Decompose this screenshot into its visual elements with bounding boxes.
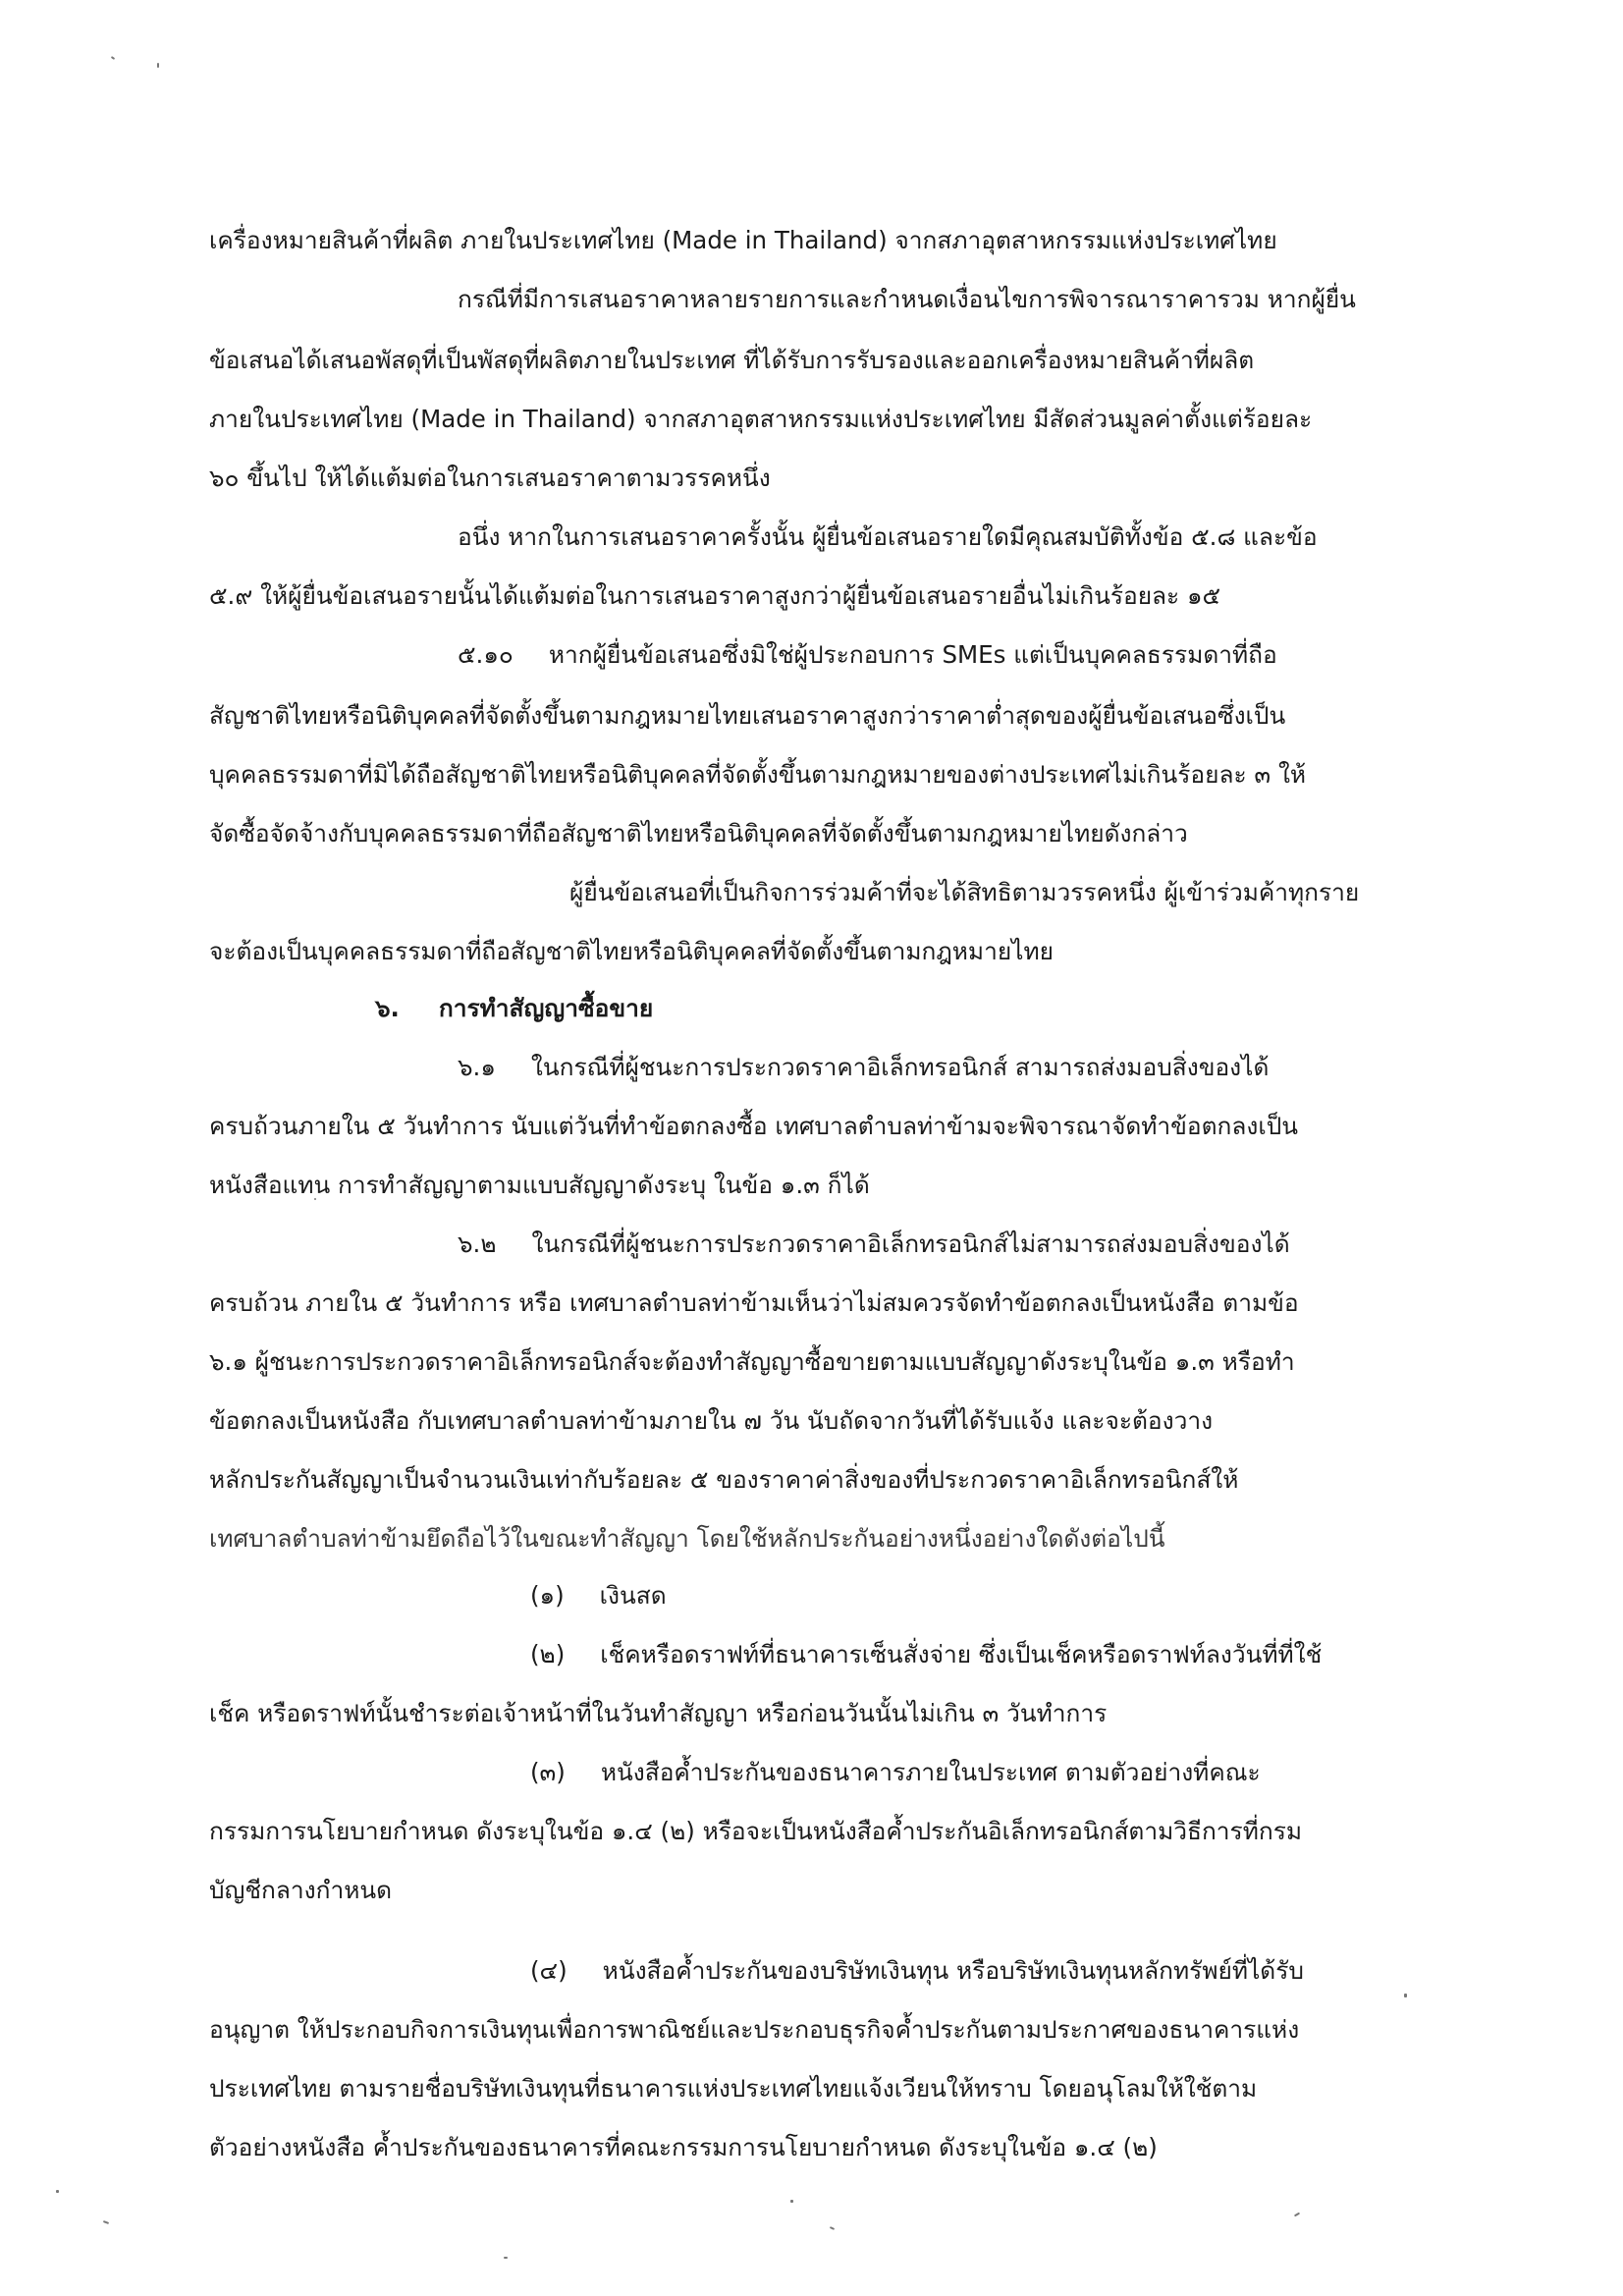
body-line: บัญชีกลางกำหนด (209, 1876, 393, 1904)
item-text: เงินสด (599, 1581, 667, 1610)
item-text: เช็คหรือดราฟท์ที่ธนาคารเซ็นสั่งจ่าย ซึ่งเป็นเช็คหรือดราฟท์ลงวันที่ที่ใช้ (600, 1640, 1323, 1668)
item-number: (๓) (530, 1758, 566, 1786)
body-line: เช็ค หรือดราฟท์นั้นชำระต่อเจ้าหน้าที่ในวันทำสัญญา หรือก่อนวันนั้นไม่เกิน ๓ วันทำการ (209, 1699, 1108, 1727)
body-line: กรรมการนโยบายกำหนด ดังระบุในข้อ ๑.๔ (๒) หรือจะเป็นหนังสือค้ำประกันอิเล็กทรอนิกส์ตามวิธีการที่กรม (209, 1817, 1303, 1845)
clause-6-2-line (458, 1228, 1290, 1261)
clause-number: ๖.๒ (458, 1230, 497, 1258)
clause-text: หากผู้ยื่นข้อเสนอซึ่งมิใช่ผู้ประกอบการ SMEs แต่เป็นบุคคลธรรมดาที่ถือ (548, 640, 1277, 669)
clause-6-1-line (458, 1051, 1269, 1084)
item-2-line (530, 1638, 1322, 1671)
scan-speck (111, 56, 115, 60)
item-number: (๒) (530, 1640, 566, 1668)
scan-speck (103, 2220, 109, 2224)
body-line: อนุญาต ให้ประกอบกิจการเงินทุนเพื่อการพาณิชย์และประกอบธุรกิจค้ำประกันตามประกาศของธนาคารแห่ง (209, 2015, 1300, 2044)
section-6-heading (375, 992, 653, 1025)
body-line: ๖๐ ขึ้นไป ให้ได้แต้มต่อในการเสนอราคาตามวรรคหนึ่ง (209, 464, 771, 492)
body-line: กรณีที่มีการเสนอราคาหลายรายการและกำหนดเงื่อนไขการพิจารณาราคารวม หากผู้ยื่น (458, 285, 1356, 313)
body-line: ข้อตกลงเป็นหนังสือ กับเทศบาลตำบลท่าข้ามภายใน ๗ วัน นับถัดจากวันที่ได้รับแจ้ง และจะต้องวาง (209, 1406, 1214, 1435)
scan-speck (830, 2226, 835, 2230)
body-line: ภายในประเทศไทย (Made in Thailand) จากสภาอุตสาหกรรมแห่งประเทศไทย มีสัดส่วนมูลค่าตั้งแต่ร้อยละ (209, 405, 1313, 433)
clause-number: ๖.๑ (458, 1053, 496, 1081)
body-line: ผู้ยื่นข้อเสนอที่เป็นกิจการร่วมค้าที่จะได้สิทธิตามวรรคหนึ่ง ผู้เข้าร่วมค้าทุกราย (569, 878, 1360, 906)
section-number: ๖. (375, 994, 400, 1022)
clause-number: ๕.๑๐ (458, 640, 514, 669)
scan-speck (790, 2200, 793, 2203)
scan-speck (56, 2190, 59, 2193)
scan-speck (504, 2257, 508, 2259)
body-line: สัญชาติไทยหรือนิติบุคคลที่จัดตั้งขึ้นตามกฎหมายไทยเสนอราคาสูงกว่าราคาต่ำสุดของผู้ยื่นข้อเสนอซึ่งเป็น (209, 701, 1286, 730)
scan-speck (157, 63, 159, 68)
body-line: ข้อเสนอได้เสนอพัสดุที่เป็นพัสดุที่ผลิตภายในประเทศ ที่ได้รับการรับรองและออกเครื่องหมายสินค้าที่ผลิต (209, 346, 1255, 374)
item-number: (๑) (530, 1581, 565, 1610)
scan-speck (1404, 1994, 1407, 1997)
clause-text: ในกรณีที่ผู้ชนะการประกวดราคาอิเล็กทรอนิกส์ไม่สามารถส่งมอบสิ่งของได้ (531, 1230, 1290, 1258)
item-text: หนังสือค้ำประกันของบริษัทเงินทุน หรือบริษัทเงินทุนหลักทรัพย์ที่ได้รับ (602, 1956, 1304, 1985)
clause-text: ในกรณีที่ผู้ชนะการประกวดราคาอิเล็กทรอนิกส์ สามารถส่งมอบสิ่งของได้ (530, 1053, 1270, 1081)
body-line: ครบถ้วนภายใน ๕ วันทำการ นับแต่วันที่ทำข้อตกลงซื้อ เทศบาลตำบลท่าข้ามจะพิจารณาจัดทำข้อตกลงเป็น (209, 1112, 1299, 1140)
item-1-line (530, 1579, 667, 1613)
body-line: อนึ่ง หากในการเสนอราคาครั้งนั้น ผู้ยื่นข้อเสนอรายใดมีคุณสมบัติทั้งข้อ ๕.๘ และข้อ (458, 522, 1318, 551)
clause-5-10-line (458, 638, 1277, 672)
body-line: หนังสือแทน การทำสัญญาตามแบบสัญญาดังระบุ ในข้อ ๑.๓ ก็ได้ (209, 1171, 870, 1199)
body-line: ครบถ้วน ภายใน ๕ วันทำการ หรือ เทศบาลตำบลท่าข้ามเห็นว่าไม่สมควรจัดทำข้อตกลงเป็นหนังสือ ตามข้อ (209, 1288, 1299, 1317)
body-line: จัดซื้อจัดจ้างกับบุคคลธรรมดาที่ถือสัญชาติไทยหรือนิติบุคคลที่จัดตั้งขึ้นตามกฎหมายไทยดังกล่าว (209, 819, 1188, 847)
item-4-line (530, 1954, 1304, 1988)
body-line: ตัวอย่างหนังสือ ค้ำประกันของธนาคารที่คณะกรรมการนโยบายกำหนด ดังระบุในข้อ ๑.๔ (๒) (209, 2133, 1158, 2161)
body-line: เทศบาลตำบลท่าข้ามยึดถือไว้ในขณะทำสัญญา โดยใช้หลักประกันอย่างหนึ่งอย่างใดดังต่อไปนี้ (209, 1524, 1165, 1553)
scan-speck (1294, 2213, 1300, 2217)
body-line: จะต้องเป็นบุคคลธรรมดาที่ถือสัญชาติไทยหรือนิติบุคคลที่จัดตั้งขึ้นตามกฎหมายไทย (209, 937, 1055, 965)
item-number: (๔) (530, 1956, 568, 1985)
item-text: หนังสือค้ำประกันของธนาคารภายในประเทศ ตามตัวอย่างที่คณะ (600, 1758, 1261, 1786)
body-line: เครื่องหมายสินค้าที่ผลิต ภายในประเทศไทย (Made in Thailand) จากสภาอุตสาหกรรมแห่งประเทศไทย (209, 226, 1277, 254)
body-line: หลักประกันสัญญาเป็นจำนวนเงินเท่ากับร้อยละ ๕ ของราคาค่าสิ่งของที่ประกวดราคาอิเล็กทรอนิกส์ให้ (209, 1465, 1239, 1494)
body-line: ๕.๙ ให้ผู้ยื่นข้อเสนอรายนั้นได้แต้มต่อในการเสนอราคาสูงกว่าผู้ยื่นข้อเสนอรายอื่นไม่เกินร้อยละ ๑๕ (209, 581, 1221, 610)
body-line: ประเทศไทย ตามรายชื่อบริษัทเงินทุนที่ธนาคารแห่งประเทศไทยแจ้งเวียนให้ทราบ โดยอนุโลมให้ใช้ตาม (209, 2074, 1258, 2103)
body-line: ๖.๑ ผู้ชนะการประกวดราคาอิเล็กทรอนิกส์จะต้องทำสัญญาซื้อขายตามแบบสัญญาดังระบุในข้อ ๑.๓ หรือทำ (209, 1347, 1295, 1376)
body-line: บุคคลธรรมดาที่มิได้ถือสัญชาติไทยหรือนิติบุคคลที่จัดตั้งขึ้นตามกฎหมายของต่างประเทศไม่เกินร้อยละ ๓ ให้ (209, 760, 1307, 789)
section-title: การทำสัญญาซื้อขาย (438, 994, 654, 1022)
item-3-line (530, 1756, 1261, 1789)
